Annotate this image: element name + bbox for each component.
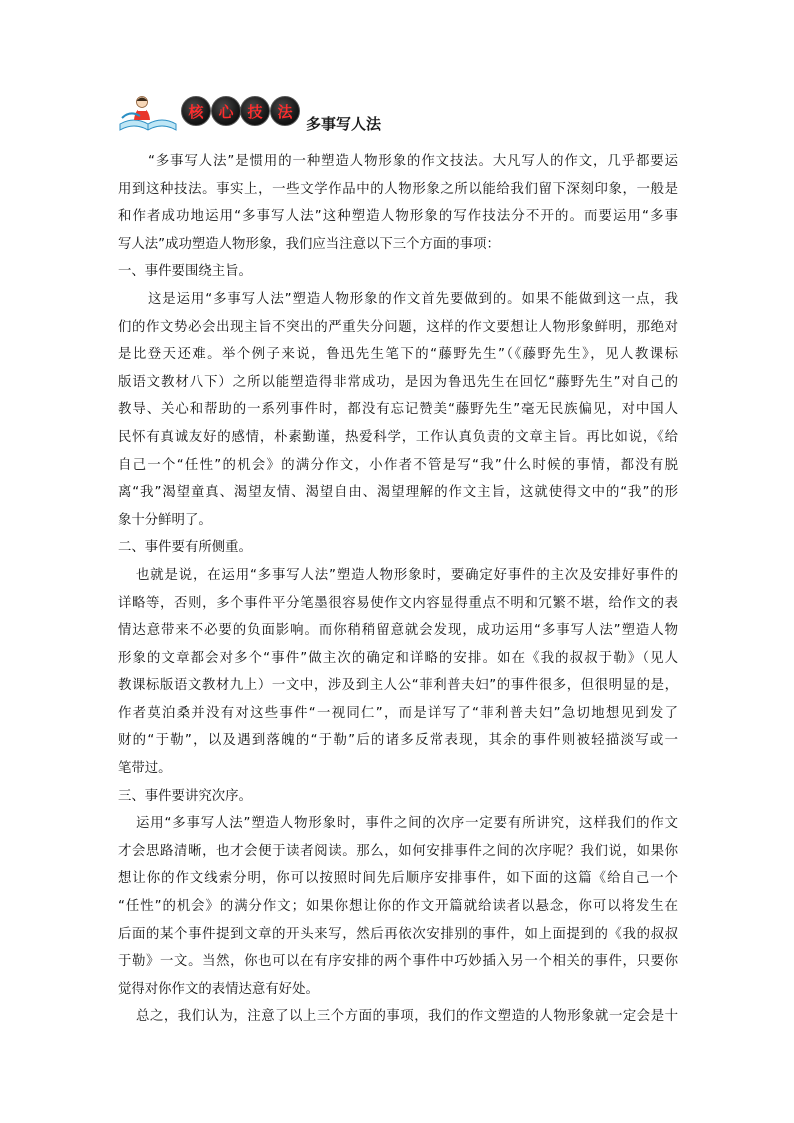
body-line: 才会思路清晰，也才会便于读者阅读。那么，如何安排事件之间的次序呢？我们说，如果你: [118, 843, 678, 859]
body-line: 象十分鲜明了。: [118, 512, 212, 528]
badge-label: 技: [247, 103, 263, 121]
body-line: 觉得对你作文的表情达意有好处。: [118, 981, 319, 997]
body-line: 写人法”成功塑造人物形象，我们应当注意以下三个方面的事项：: [118, 236, 500, 252]
body-line: 运用“多事写人法”塑造人物形象时，事件之间的次序一定要有所讲究，这样我们的作文: [136, 816, 678, 832]
body-line: 离“我”渴望童真、渴望友情、渴望自由、渴望理解的作文主旨，这就使得文中的“我”的形: [118, 485, 678, 501]
section-heading: 一、事件要围绕主旨。: [118, 264, 252, 280]
badge-ji: [240, 96, 270, 126]
body-line: 们的作文势必会出现主旨不突出的严重失分问题，这样的作文要想让人物形象鲜明，那绝对: [118, 319, 678, 335]
body-line: 教导、关心和帮助的一系列事件时，都没有忘记赞美“藤野先生”毫无民族偏见，对中国人: [118, 402, 678, 418]
body-line: 民怀有真诚友好的感情，朴素勤谨，热爱科学，工作认真负责的文章主旨。再比如说，《给: [118, 429, 678, 445]
body-line: 财的“于勒”，以及遇到落魄的“于勒”后的诸多反常表现，其余的事件则被轻描淡写或一: [118, 733, 678, 749]
body-line: 和作者成功地运用“多事写人法”这种塑造人物形象的写作技法分不开的。而要运用“多事: [118, 209, 678, 225]
body-line: 情达意带来不必要的负面影响。而你稍稍留意就会发现，成功运用“多事写人法”塑造人物: [118, 623, 678, 639]
body-line: 想让你的作文线索分明，你可以按照时间先后顺序安排事件，如下面的这篇《给自己一个: [118, 871, 678, 887]
badge-label: 法: [277, 103, 293, 121]
body-line: “多事写人法”是惯用的一种塑造人物形象的作文技法。大凡写人的作文，几乎都要运: [148, 154, 678, 169]
body-line: 自己一个“任性”的机会》的满分作文，小作者不管是写“我”什么时候的事情，都没有脱: [118, 457, 678, 473]
body-line: 形象的文章都会对多个“事件”做主次的确定和详略的安排。如在《我的叔叔于勒》（见人: [118, 650, 678, 666]
badge-label: 核: [188, 103, 204, 121]
body-line: 这是运用“多事写人法”塑造人物形象的作文首先要做到的。如果不能做到这一点，我: [148, 291, 678, 307]
body-line: 版语文教材八下）之所以能塑造得非常成功，是因为鲁迅先生在回忆“藤野先生”对自己的: [118, 374, 678, 390]
section-subtitle: 多事写人法: [306, 115, 382, 133]
badge-he: [181, 96, 211, 126]
body-line: 于勒》一文。当然，你也可以在有序安排的两个事件中巧妙插入另一个相关的事件，只要你: [118, 954, 678, 970]
badge-label: 心: [218, 103, 234, 121]
reader-mascot-icon: [118, 94, 180, 134]
section-heading: 三、事件要讲究次序。: [118, 788, 252, 804]
body-line: 笔带过。: [118, 761, 172, 777]
body-line: 详略等，否则，多个事件平分笔墨很容易使作文内容显得重点不明和冗繁不堪，给作文的表: [118, 595, 678, 611]
body-line: 作者莫泊桑并没有对这些事件“一视同仁”，而是详写了“菲利普夫妇”急切地想见到发了: [118, 705, 678, 721]
section-header: [118, 94, 438, 138]
badge-xin: [211, 96, 241, 126]
body-line: 是比登天还难。举个例子来说，鲁迅先生笔下的“藤野先生”（《藤野先生》，见人教课标: [118, 347, 678, 363]
article-body: [118, 148, 678, 1031]
body-line: 总之，我们认为，注意了以上三个方面的事项，我们的作文塑造的人物形象就一定会是十: [136, 1009, 678, 1025]
body-line: “任性”的机会》的满分作文；如果你想让你的作文开篇就给读者以悬念，你可以将发生在: [118, 899, 678, 915]
body-line: 教课标版语文教材九上）一文中，涉及到主人公“菲利普夫妇”的事件很多，但很明显的是，: [118, 678, 678, 694]
body-line: 也就是说，在运用“多事写人法”塑造人物形象时，要确定好事件的主次及安排好事件的: [136, 567, 678, 583]
section-heading: 二、事件要有所侧重。: [118, 540, 252, 556]
body-line: 后面的某个事件提到文章的开头来写，然后再依次安排别的事件，如上面提到的《我的叔叔: [118, 926, 678, 942]
body-line: 用到这种技法。事实上，一些文学作品中的人物形象之所以能给我们留下深刻印象，一般是: [118, 181, 678, 197]
badge-fa: [270, 96, 300, 126]
